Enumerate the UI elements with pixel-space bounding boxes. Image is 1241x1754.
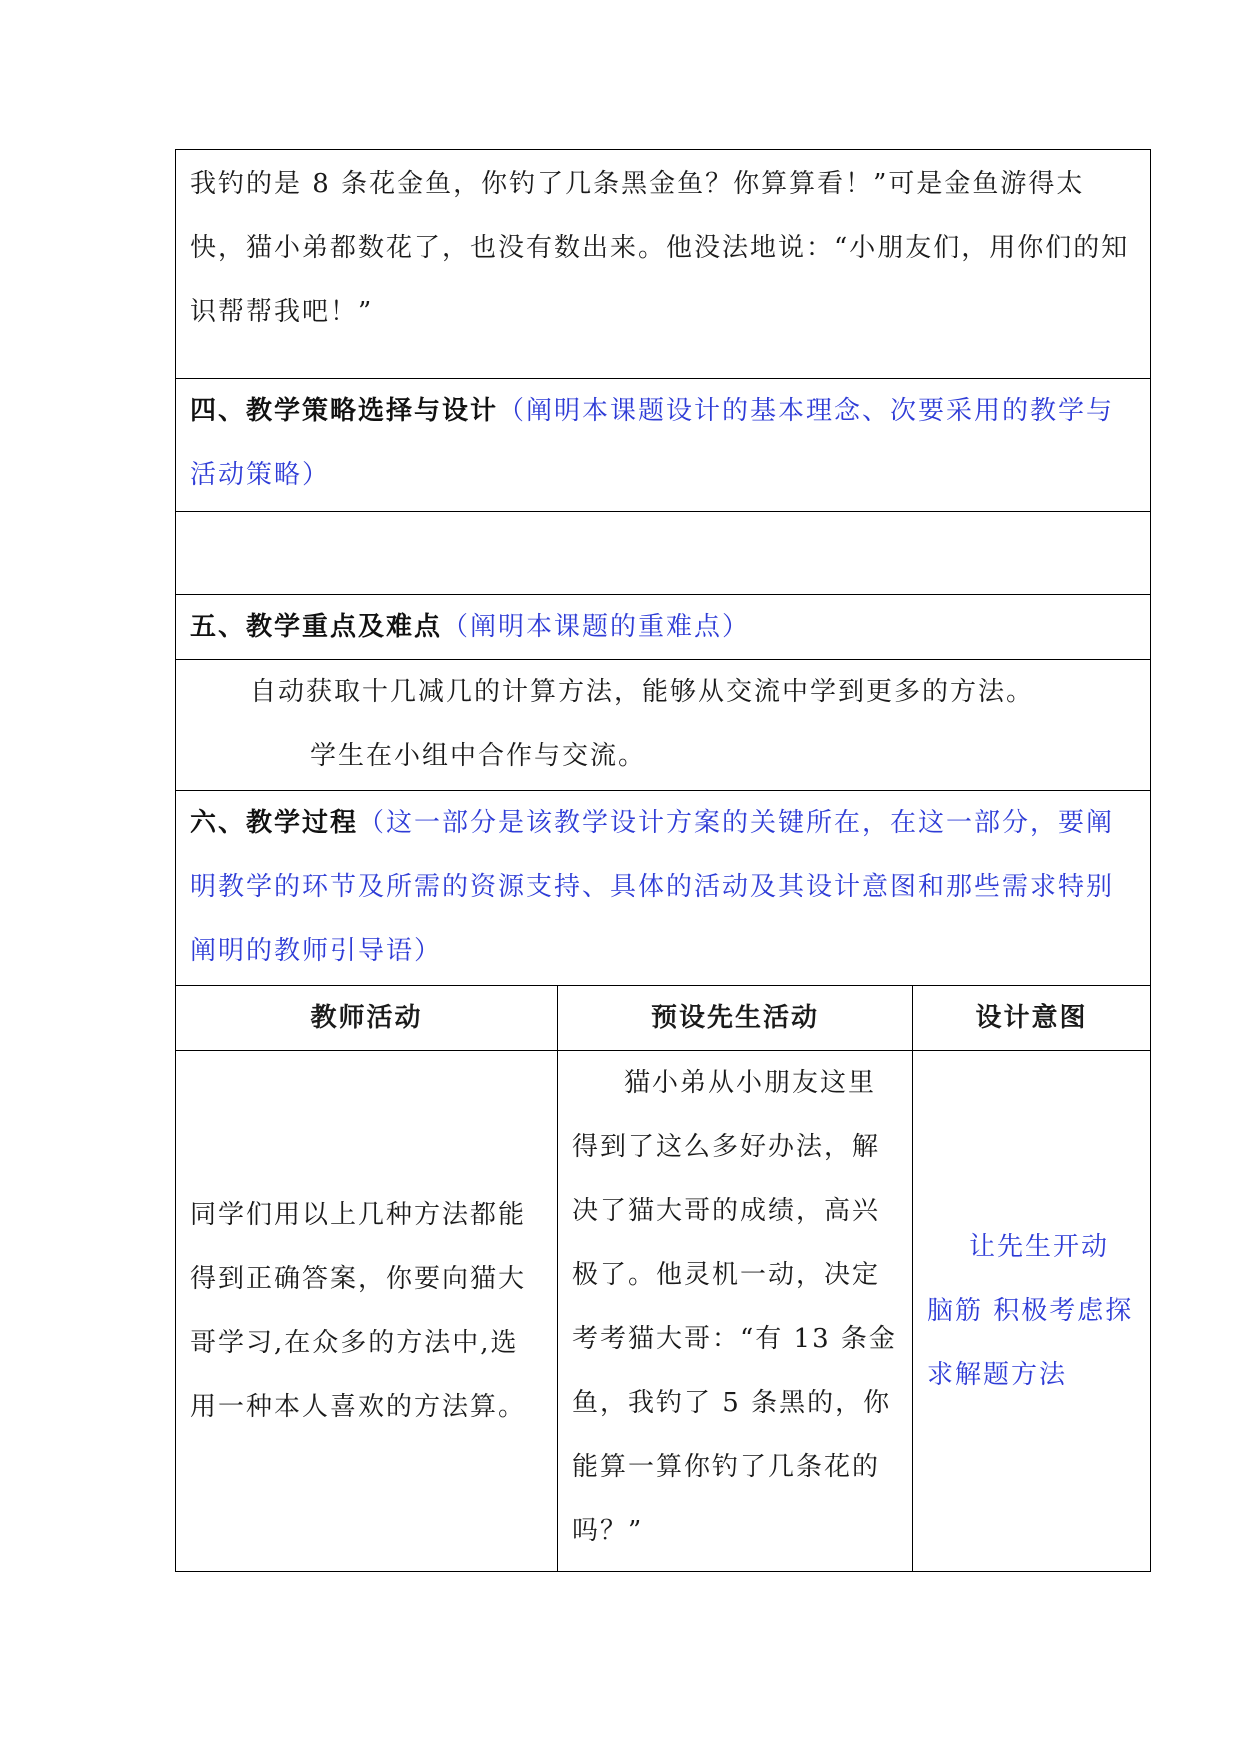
process-row <box>176 1051 1151 1572</box>
column-header-student: 预设先生活动 <box>558 986 913 1051</box>
section5-note: （阐明本课题的重难点） <box>442 612 751 642</box>
section4-heading <box>176 379 1151 512</box>
design-intent <box>913 1051 1151 1572</box>
teacher-activity: 同学们用以上几种方法都能得到正确答案，你要向猫大哥学习,在众多的方法中,选用一种本人喜欢的方法算。 <box>176 1051 558 1572</box>
section5-content <box>176 660 1151 791</box>
section6-row <box>176 791 1151 986</box>
section4-empty-row <box>176 512 1151 595</box>
section5-heading <box>176 595 1151 660</box>
design-intent-text: 让先生开动脑筋 积极考虑探求解题方法 <box>927 1232 1134 1390</box>
story-row <box>176 150 1151 379</box>
lesson-plan-table <box>175 149 1151 1572</box>
column-header-teacher: 教师活动 <box>176 986 558 1051</box>
document-page <box>175 149 1150 1572</box>
student-activity <box>558 1051 913 1572</box>
section4-title: 四、教学策略选择与设计 <box>190 396 499 426</box>
process-header-row <box>176 986 1151 1051</box>
section6-title: 六、教学过程 <box>190 808 359 838</box>
column-header-intent: 设计意图 <box>913 986 1151 1051</box>
student-activity-text: 猫小弟从小朋友这里得到了这么多好办法，解决了猫大哥的成绩，高兴极了。他灵机一动，决定考考猫大哥：“有 13 条金鱼，我钓了 5 条黑的，你能算一算你钓了几条花的吗？” <box>572 1068 897 1546</box>
section4-row <box>176 379 1151 512</box>
section5-line2: 学生在小组中合作与交流。 <box>310 741 647 771</box>
section4-note: （阐明本课题设计的基本理念、次要采用的教学与活动策略） <box>190 396 1115 490</box>
story-text: 我钓的是 8 条花金鱼，你钓了几条黑金鱼？你算算看！”可是金鱼游得太快，猫小弟都数花了，也没有数出来。他没法地说：“小朋友们，用你们的知识帮帮我吧！” <box>176 150 1151 379</box>
section4-content <box>176 512 1151 595</box>
section5-title: 五、教学重点及难点 <box>190 612 443 642</box>
section5-line1: 自动获取十几减几的计算方法，能够从交流中学到更多的方法。 <box>250 677 1035 707</box>
section5-row <box>176 595 1151 660</box>
section5-content-row <box>176 660 1151 791</box>
section6-heading <box>176 791 1151 986</box>
section6-note: （这一部分是该教学设计方案的关键所在，在这一部分，要阐明教学的环节及所需的资源支持、具体的活动及其设计意图和那些需求特别阐明的教师引导语） <box>190 808 1115 966</box>
